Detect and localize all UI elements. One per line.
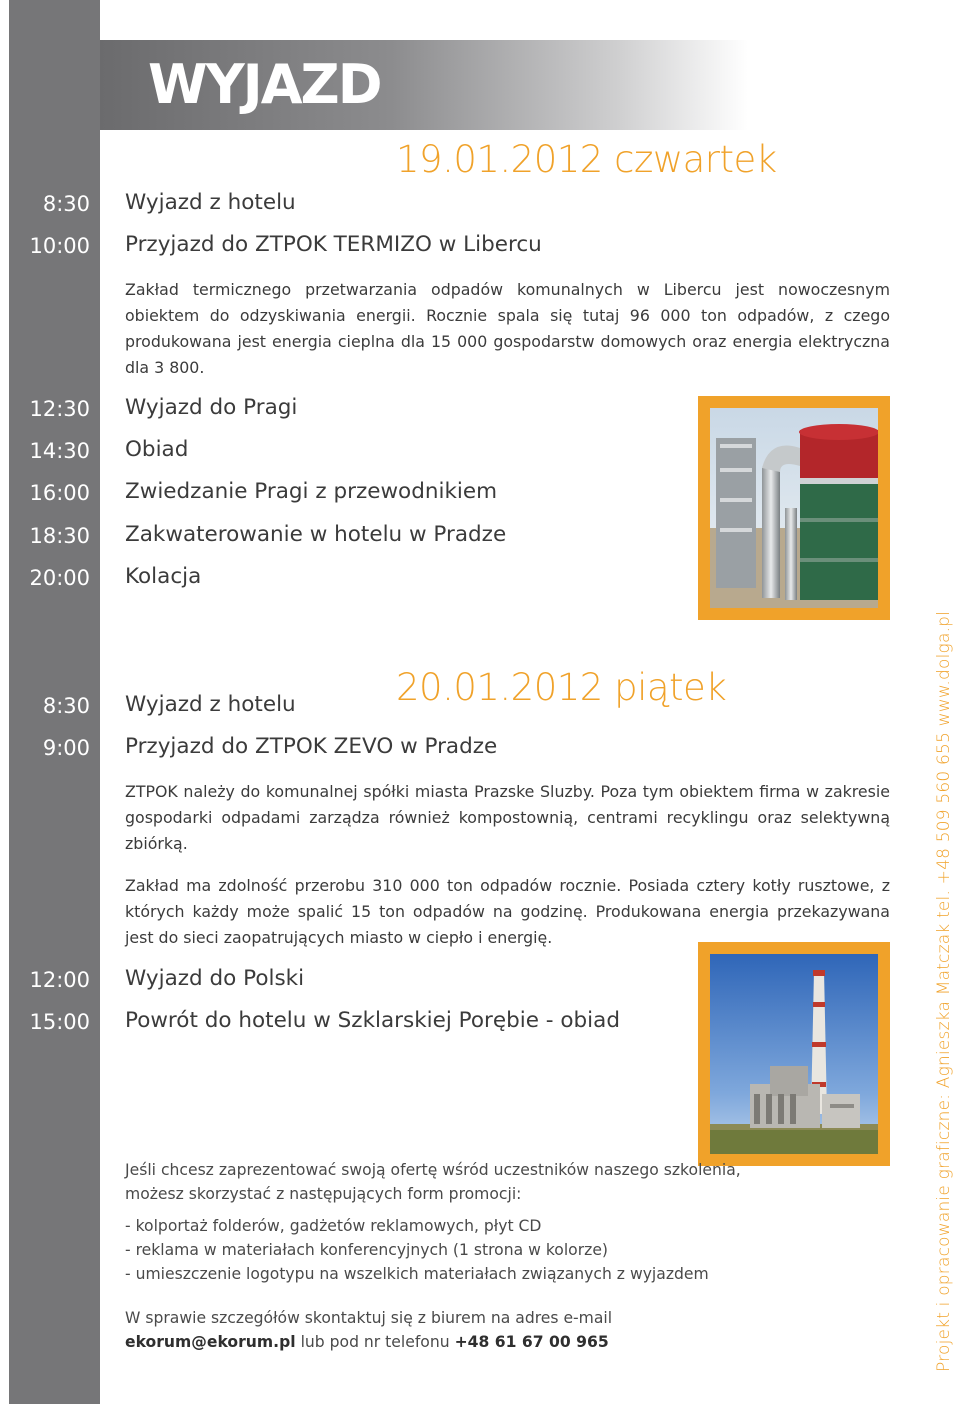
promo-list <box>125 1214 745 1286</box>
day2-date: 20.01.2012 piątek <box>396 666 727 709</box>
contact-phone[interactable]: +48 61 67 00 965 <box>454 1333 609 1351</box>
plant-photo-prague <box>698 942 890 1166</box>
day1-time: 20:00 <box>29 566 90 590</box>
promo-item: - reklama w materiałach konferencyjnych (1 strona w kolorze) <box>125 1241 608 1259</box>
day2-event: Wyjazd do Polski <box>125 966 305 991</box>
day2-event: Wyjazd z hotelu <box>125 692 296 717</box>
design-credit: Projekt i opracowanie graficzne: Agnieszka Matczak tel. +48 509 560 655 www.dolga.pl <box>934 610 954 1372</box>
day2-description-2: Zakład ma zdolność przerobu 310 000 ton odpadów rocznie. Posiada cztery kotły rusztowe, z których każdy może spalić 15 ton odpadów na godzinę. Produkowana energia przekazywana jest do sieci zaopatrujących miasto w ciepło i energię. <box>125 876 890 947</box>
contact-block <box>125 1306 745 1354</box>
day1-time: 16:00 <box>29 481 90 505</box>
day1-event: Wyjazd do Pragi <box>125 395 298 420</box>
day1-event: Wyjazd z hotelu <box>125 190 296 215</box>
day1-time: 12:30 <box>29 397 90 421</box>
day1-description: Zakład termicznego przetwarzania odpadów komunalnych w Libercu jest nowoczesnym obiektem do odzyskiwania energii. Rocznie spala się tutaj 96 000 ton odpadów, z czego produkowana jest energia cieplna dla 15 000 gospodarstw domowych oraz energia elektryczna dla 3 800. <box>125 280 890 377</box>
promo-item: - umieszczenie logotypu na wszelkich materiałach związanych z wyjazdem <box>125 1265 709 1283</box>
day1-event: Kolacja <box>125 564 202 589</box>
day2-event: Przyjazd do ZTPOK ZEVO w Pradze <box>125 734 498 759</box>
day1-time: 10:00 <box>29 234 90 258</box>
incineration-plant-image <box>710 408 878 608</box>
chimney-plant-image <box>710 954 878 1154</box>
day1-time: 14:30 <box>29 439 90 463</box>
promo-item: - kolportaż folderów, gadżetów reklamowych, płyt CD <box>125 1217 542 1235</box>
contact-email[interactable]: ekorum@ekorum.pl <box>125 1333 296 1351</box>
day2-time: 12:00 <box>29 968 90 992</box>
plant-photo-liberec <box>698 396 890 620</box>
day1-event: Zwiedzanie Pragi z przewodnikiem <box>125 479 498 504</box>
day1-event: Przyjazd do ZTPOK TERMIZO w Libercu <box>125 232 542 257</box>
contact-phone-prefix: lub pod nr telefonu <box>300 1333 450 1351</box>
day2-time: 9:00 <box>42 736 90 760</box>
day2-description-1: ZTPOK należy do komunalnej spółki miasta Prazske Sluzby. Poza tym obiektem firma w zakresie gospodarki odpadami zarządza również kompostownią, centrami recyklingu oraz selektywną zbiórką. <box>125 782 890 853</box>
day2-event: Powrót do hotelu w Szklarskiej Porębie - obiad <box>125 1008 620 1033</box>
day2-time: 15:00 <box>29 1010 90 1034</box>
day1-time: 8:30 <box>42 192 90 216</box>
contact-text: W sprawie szczegółów skontaktuj się z biurem na adres e-mail <box>125 1309 613 1327</box>
day1-event: Zakwaterowanie w hotelu w Pradze <box>125 522 507 547</box>
promo-intro: Jeśli chcesz zaprezentować swoją ofertę wśród uczestników naszego szkolenia, możesz skorzystać z następujących form promocji: <box>125 1161 741 1203</box>
day1-date: 19.01.2012 czwartek <box>396 138 777 181</box>
day1-event: Obiad <box>125 437 189 462</box>
day1-time: 18:30 <box>29 524 90 548</box>
page-title: WYJAZD <box>148 53 381 116</box>
day2-time: 8:30 <box>42 694 90 718</box>
